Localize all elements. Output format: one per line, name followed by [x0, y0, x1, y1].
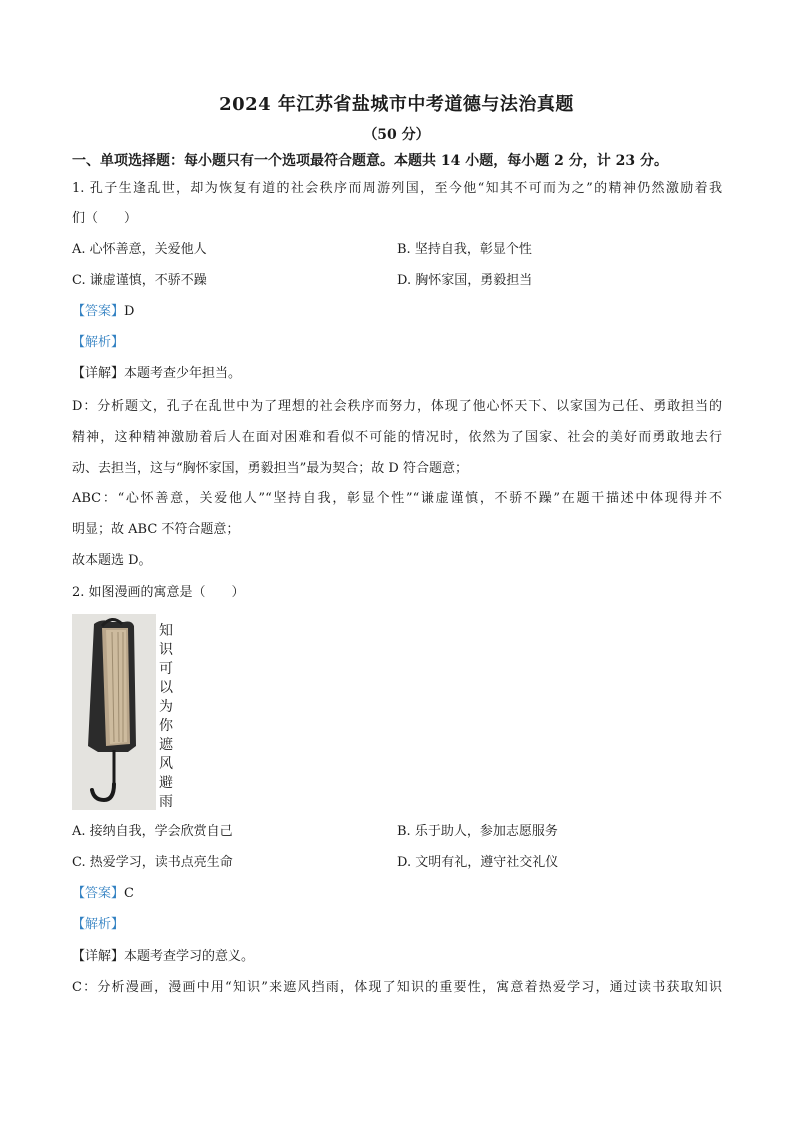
q2-analysis-tag: 【解析】 [72, 917, 125, 932]
q2-explanation-line-1: C：分析漫画，漫画中用“知识”来遮风挡雨，体现了知识的重要性，寓意着热爱学习，通过读书获取知识 [72, 980, 722, 995]
q1-answer [72, 303, 134, 321]
q1-stem-line-1: 1. 孔子生逢乱世，却为恢复有道的社会秩序而周游列国，至今他“知其不可而为之”的精神仍然激励着我 [72, 181, 722, 196]
caption-char: 风 [159, 756, 173, 772]
q2-option-d: D. 文明有礼，遵守社交礼仪 [397, 855, 559, 870]
q2-option-c: C. 热爱学习，读书点亮生命 [72, 855, 233, 870]
answer-value: D [124, 304, 135, 319]
caption-char: 雨 [159, 794, 173, 810]
q2-detail: 【详解】本题考查学习的意义。 [72, 949, 255, 964]
answer-tag: 【答案】 [72, 304, 125, 319]
caption-char: 避 [159, 775, 173, 791]
q1-option-a: A. 心怀善意，关爱他人 [72, 242, 207, 257]
caption-char: 识 [159, 642, 173, 658]
caption-char: 以 [159, 680, 173, 696]
caption-char: 你 [159, 718, 173, 734]
document-title: 2024 年江苏省盐城市中考道德与法治真题 [219, 94, 574, 115]
answer-value: C [124, 886, 134, 901]
book-umbrella-illustration [72, 614, 156, 810]
answer-tag: 【答案】 [72, 886, 125, 901]
caption-char: 可 [159, 661, 173, 677]
section-heading: 一、单项选择题：每小题只有一个选项最符合题意。本题共 14 小题，每小题 2 分，计 23 分。 [72, 153, 668, 169]
q1-detail: 【详解】本题考查少年担当。 [72, 366, 242, 381]
caption-char: 为 [159, 699, 173, 715]
q1-option-c: C. 谦虚谨慎，不骄不躁 [72, 273, 207, 288]
q2-stem: 2. 如图漫画的寓意是（ ） [72, 585, 245, 600]
q1-explanation-line-1: D：分析题文，孔子在乱世中为了理想的社会秩序而努力，体现了他心怀天下、以家国为己任、勇敢担当的 [72, 399, 722, 414]
q1-conclusion: 故本题选 D。 [72, 553, 152, 568]
cartoon-vertical-caption [157, 622, 175, 812]
q1-option-d: D. 胸怀家国，勇毅担当 [397, 273, 533, 288]
q1-option-b: B. 坚持自我，彰显个性 [397, 242, 532, 257]
q2-answer [72, 885, 134, 903]
q2-option-b: B. 乐于助人，参加志愿服务 [397, 824, 558, 839]
q1-analysis-tag: 【解析】 [72, 335, 125, 350]
q1-explanation-line-3: 动、去担当，这与“胸怀家国，勇毅担当”最为契合；故 D 符合题意； [72, 461, 468, 476]
q2-option-a: A. 接纳自我，学会欣赏自己 [72, 824, 233, 839]
q1-explanation-line-2: 精神，这种精神激励着后人在面对困难和看似不可能的情况时，依然为了国家、社会的美好而勇敢地去行 [72, 430, 722, 445]
total-score: （50 分） [363, 127, 430, 143]
caption-char: 知 [159, 623, 173, 639]
caption-char: 遮 [159, 737, 173, 753]
book-umbrella-cartoon [72, 614, 156, 810]
q1-stem-line-2: 们（ ） [72, 211, 138, 226]
q1-explanation-line-4: ABC：“心怀善意，关爱他人”“坚持自我，彰显个性”“谦虚谨慎，不骄不躁”在题干描述中体现得并不 [72, 491, 722, 506]
q1-explanation-line-5: 明显；故 ABC 不符合题意； [72, 522, 240, 537]
